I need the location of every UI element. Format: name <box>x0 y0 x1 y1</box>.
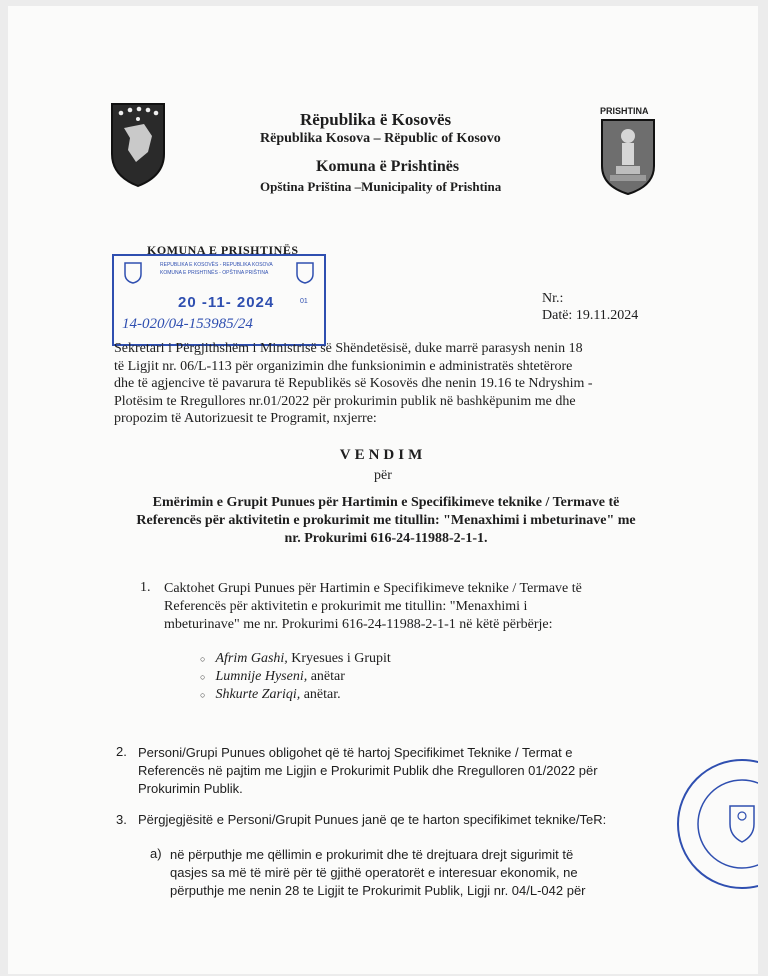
item-1-line: Caktohet Grupi Punues për Hartimin e Specifikimeve teknike / Termave të <box>164 581 582 596</box>
stamp-small-text-2: KOMUNA E PRISHTINËS - OPŠTINA PRIŠTINA <box>160 270 269 276</box>
doc-date: Datë: 19.11.2024 <box>542 308 639 323</box>
member-name: Lumnije Hyseni, <box>215 669 308 684</box>
item-3a-line: në përputhje me qëllimin e prokurimit dhe të drejtuara drejt sigurimit të <box>170 847 574 862</box>
prishtina-coat-of-arms-icon <box>600 118 656 196</box>
prishtina-crest-label: PRISHTINA <box>600 106 649 116</box>
bullet-circle-icon: ○ <box>200 690 206 700</box>
item-2-number: 2. <box>116 744 127 759</box>
member-name: Shkurte Zariqi, <box>215 687 301 702</box>
item-1-line: mbeturinave" me nr. Prokurimi 616-24-11988-2-1-1 në këtë përbërje: <box>164 617 553 632</box>
list-item <box>200 686 391 704</box>
item-3-text: Përgjegjësitë e Personi/Grupit Punues janë qe te harton specifikimet teknike/TeR: <box>138 812 607 827</box>
doc-number-label: Nr.: <box>542 291 564 306</box>
kosovo-coat-of-arms-icon <box>110 102 166 188</box>
stamp-protocol-number: 14-020/04-153985/24 <box>122 316 253 332</box>
item-3-number: 3. <box>116 812 127 827</box>
item-2-line: Prokurimin Publik. <box>138 781 243 796</box>
item-1-text <box>164 580 662 634</box>
decision-title: VENDIM <box>339 447 427 463</box>
item-2-line: Referencës në pajtim me Ligjin e Prokurimit Publik dhe Rregulloren 01/2022 për <box>138 763 598 778</box>
header-municipality: Komuna ë Prishtinës <box>316 158 460 175</box>
header-republic-translations: Rëpublika Kosova – Rëpublic of Kosovo <box>260 131 501 146</box>
item-1-number: 1. <box>140 580 151 595</box>
subject-line: Emërimin e Grupit Punues për Hartimin e Specifikimeve teknike / Termave të <box>152 495 620 510</box>
stamp-crest-left-icon <box>124 262 142 284</box>
bullet-circle-icon: ○ <box>200 672 206 682</box>
intro-line: propozim të Autorizuesit te Programit, nxjerre: <box>114 411 377 427</box>
item-3a-text <box>170 846 660 900</box>
decision-per: për <box>374 468 392 483</box>
item-1-line: Referencës për aktivitetin e prokurimit me titullin: "Menaxhimi i <box>164 599 528 614</box>
item-2-text <box>138 744 658 798</box>
header-republic: Rëpublika ë Kosovës <box>300 110 452 129</box>
member-role: anëtar <box>310 669 345 684</box>
member-role: anëtar. <box>303 687 341 702</box>
item-3a-line: përputhje me nenin 28 te Ligjit te Prokurimit Publik, Ligji nr. 04/L-042 për <box>170 883 586 898</box>
subject-line: nr. Prokurimi 616-24-11988-2-1-1. <box>284 531 488 546</box>
stamp-date: 20 -11- 2024 <box>178 294 275 311</box>
stamp-corner: 01 <box>300 298 308 305</box>
item-3a-line: qasjes sa më të mirë për të gjithë operatorët e interesuar ekonomik, ne <box>170 865 578 880</box>
intro-paragraph <box>114 340 654 428</box>
intro-line: Plotësim te Rregullores nr.01/2022 për prokurimin publik në bashkëpunim me dhe <box>114 393 576 409</box>
decision-subject <box>112 494 660 548</box>
stamp-header-label: KOMUNA E PRISHTINËS <box>147 243 299 257</box>
intro-line: të Ligjit nr. 06/L-113 për organizimin dhe funksionimin e administratës shtetërore <box>114 358 573 374</box>
receipt-stamp <box>112 254 326 346</box>
member-role: Kryesues i Grupit <box>291 651 391 666</box>
member-name: Afrim Gashi, <box>215 651 288 666</box>
subject-line: Referencës për aktivitetin e prokurimit me titullin: "Menaxhimi i mbeturinave" me <box>136 513 636 528</box>
stamp-crest-right-icon <box>296 262 314 284</box>
header-municipality-translations: Opština Priština –Municipality of Prishtina <box>260 179 502 194</box>
document-page <box>8 6 758 974</box>
stamp-small-text-1: REPUBLIKA E KOSOVËS - REPUBLIKA KOSOVA <box>160 262 273 268</box>
item-2-line: Personi/Grupi Punues obligohet që të hartoj Specifikimet Teknike / Termat e <box>138 745 573 760</box>
members-list <box>200 650 391 704</box>
list-item <box>200 668 391 686</box>
intro-line: dhe të agjencive të pavarura të Republikës së Kosovës dhe nenin 19.16 te Ndryshim - <box>114 376 593 392</box>
official-round-seal-icon <box>672 754 758 894</box>
list-item <box>200 650 391 668</box>
intro-line: Sekretari i Përgjithshëm i Ministrisë së Shëndetësisë, duke marrë parasysh nenin 18 <box>114 341 583 356</box>
bullet-circle-icon: ○ <box>200 654 206 664</box>
item-3a-label: a) <box>150 846 162 861</box>
